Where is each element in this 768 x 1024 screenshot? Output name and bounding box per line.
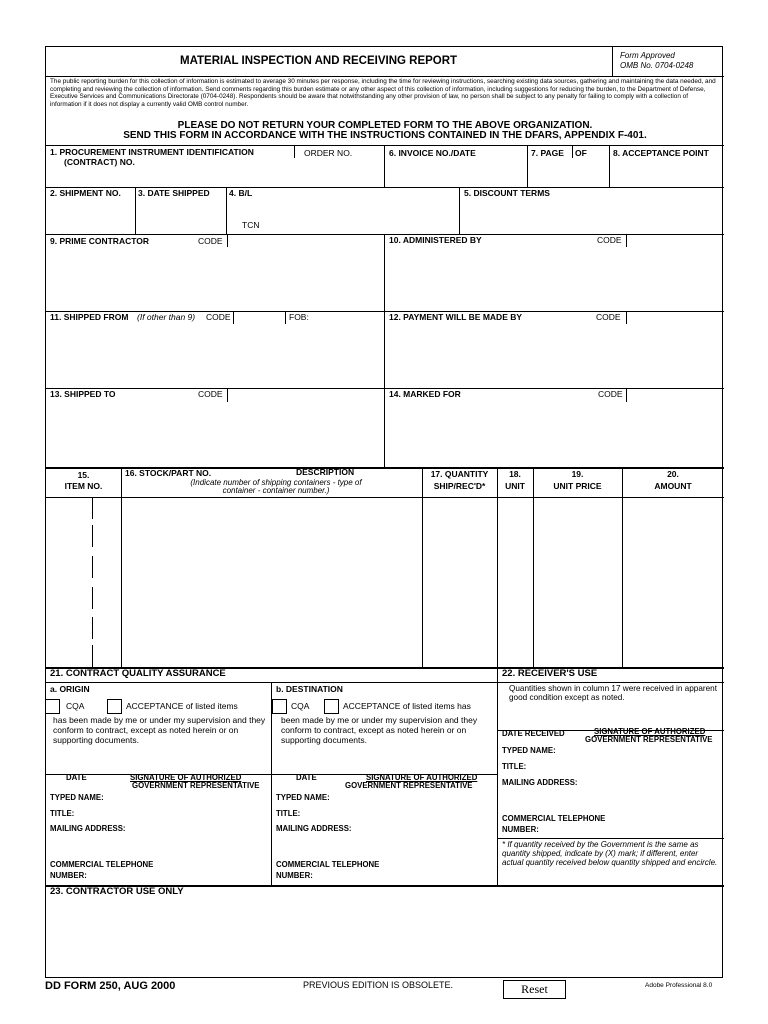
- divider: [384, 234, 385, 467]
- item-no-header-label: ITEM NO.: [64, 481, 103, 491]
- of-field[interactable]: [574, 159, 608, 185]
- order-no-field[interactable]: [296, 157, 382, 185]
- divider: [46, 145, 724, 146]
- origin-label: a. ORIGIN: [50, 684, 90, 694]
- divider: [609, 145, 610, 187]
- destination-label: b. DESTINATION: [276, 684, 343, 694]
- date-shipped-field[interactable]: [137, 200, 225, 232]
- phone-label: COMMERCIAL TELEPHONE: [50, 860, 154, 869]
- receiver-mailing-address-field[interactable]: [578, 777, 722, 811]
- divider: [294, 145, 295, 158]
- stock-part-header: 16. STOCK/PART NO.: [125, 468, 212, 478]
- unit-header: 18.: [509, 469, 521, 479]
- signature-label: SIGNATURE OF AUTHORIZED: [130, 773, 242, 782]
- of-label: OF: [575, 148, 587, 158]
- contractor-use-title: 23. CONTRACTOR USE ONLY: [50, 886, 184, 897]
- fob-field[interactable]: [310, 312, 382, 323]
- divider: [233, 311, 234, 324]
- bl-label: 4. B/L: [229, 188, 253, 198]
- administered-by-field[interactable]: [386, 248, 723, 309]
- prime-contractor-label: 9. PRIME CONTRACTOR: [50, 236, 150, 246]
- dd-form-250: [45, 46, 723, 978]
- code-label: CODE: [198, 236, 223, 246]
- reset-button[interactable]: Reset: [503, 980, 566, 999]
- payment-label: 12. PAYMENT WILL BE MADE BY: [389, 312, 523, 322]
- shipped-to-field[interactable]: [48, 403, 382, 465]
- tcn-label: TCN: [242, 220, 260, 230]
- unit-header-label: UNIT: [505, 481, 525, 491]
- page-field[interactable]: [529, 159, 569, 185]
- adobe-version: Adobe Professional 8.0: [645, 982, 713, 989]
- phone-label: NUMBER:: [50, 871, 87, 880]
- fob-label: FOB:: [289, 312, 309, 322]
- form-approved-label: Form Approved: [620, 51, 675, 60]
- destination-typed-name-field[interactable]: [334, 792, 494, 804]
- code-label: CODE: [598, 389, 623, 399]
- receiver-date-signature-field[interactable]: [499, 707, 723, 727]
- phone-label: NUMBER:: [502, 825, 539, 834]
- discount-terms-label: 5. DISCOUNT TERMS: [464, 188, 550, 198]
- divider: [626, 388, 627, 402]
- cqa-label: CQA: [66, 701, 85, 711]
- cqa-title: 21. CONTRACT QUALITY ASSURANCE: [50, 668, 226, 679]
- acceptance-point-field[interactable]: [611, 159, 723, 185]
- form-title: MATERIAL INSPECTION AND RECEIVING REPORT: [180, 55, 458, 67]
- code-label: CODE: [206, 312, 231, 322]
- item-no-header: 15.: [77, 470, 90, 480]
- phone-label: NUMBER:: [276, 871, 313, 880]
- divider: [285, 311, 286, 324]
- prime-contractor-code-field[interactable]: [229, 235, 383, 246]
- divider: [612, 47, 613, 76]
- signature-label: SIGNATURE OF AUTHORIZED: [594, 727, 706, 736]
- origin-acceptance-checkbox[interactable]: [107, 699, 122, 714]
- shipped-from-field[interactable]: [48, 325, 382, 386]
- shipment-no-field[interactable]: [48, 200, 134, 232]
- signature-label: SIGNATURE OF AUTHORIZED: [366, 773, 478, 782]
- shipped-from-note: (If other than 9): [137, 312, 196, 322]
- shipment-no-label: 2. SHIPMENT NO.: [50, 188, 121, 198]
- divider: [497, 838, 724, 839]
- shipped-to-label: 13. SHIPPED TO: [50, 389, 116, 399]
- mailing-address-label: MAILING ADDRESS:: [276, 824, 352, 833]
- signature-label: GOVERNMENT REPRESENTATIVE: [345, 781, 473, 790]
- stock-part-description-field[interactable]: [123, 499, 421, 665]
- divider: [46, 234, 724, 235]
- unit-price-header: 19.: [571, 469, 584, 479]
- origin-mailing-address-field[interactable]: [126, 823, 268, 859]
- divider: [459, 187, 460, 234]
- date-label: DATE: [296, 773, 317, 782]
- destination-date-signature-field[interactable]: [273, 753, 495, 773]
- form-number: DD FORM 250, AUG 2000: [45, 980, 176, 992]
- divider: [384, 145, 385, 187]
- invoice-field[interactable]: [386, 159, 526, 185]
- unit-field[interactable]: [499, 499, 532, 665]
- code-label: CODE: [198, 389, 223, 399]
- quantity-header-label: SHIP/REC'D*: [433, 481, 486, 491]
- quantity-header: 17. QUANTITY: [430, 469, 489, 479]
- signature-label: GOVERNMENT REPRESENTATIVE: [132, 781, 260, 790]
- origin-title-field[interactable]: [78, 808, 268, 820]
- receivers-use-title: 22. RECEIVER'S USE: [502, 668, 598, 679]
- page-label: 7. PAGE: [531, 148, 564, 158]
- divider: [135, 187, 136, 234]
- amount-header: 20.: [667, 469, 679, 479]
- contract-no-label: (CONTRACT) NO.: [64, 157, 135, 167]
- quantity-field[interactable]: [424, 499, 496, 665]
- previous-edition-note: PREVIOUS EDITION IS OBSOLETE.: [303, 980, 454, 990]
- phone-label: COMMERCIAL TELEPHONE: [276, 860, 380, 869]
- administered-by-code-field[interactable]: [628, 235, 723, 246]
- origin-cqa-checkbox[interactable]: [45, 699, 60, 714]
- destination-acceptance-checkbox[interactable]: [324, 699, 339, 714]
- receiver-title-field[interactable]: [530, 761, 722, 773]
- cqa-label: CQA: [291, 701, 310, 711]
- divider: [572, 145, 573, 158]
- payment-code-field[interactable]: [628, 312, 723, 323]
- discount-terms-field[interactable]: [461, 200, 723, 232]
- amount-field[interactable]: [624, 499, 723, 665]
- divider: [497, 682, 724, 683]
- bl-field[interactable]: [228, 200, 458, 218]
- invoice-label: 6. INVOICE NO./DATE: [389, 148, 476, 158]
- code-label: CODE: [596, 312, 621, 322]
- divider: [527, 145, 528, 187]
- typed-name-label: TYPED NAME:: [502, 746, 556, 755]
- destination-mailing-address-field[interactable]: [352, 823, 494, 859]
- date-shipped-label: 3. DATE SHIPPED: [138, 188, 210, 198]
- destination-title-field[interactable]: [304, 808, 494, 820]
- item-no-field[interactable]: [48, 499, 120, 665]
- destination-phone-field[interactable]: [314, 870, 494, 882]
- receivers-statement: Quantities shown in column 17 were received in apparent good condition except as noted.: [509, 684, 717, 703]
- divider: [226, 187, 227, 234]
- description-header: DESCRIPTION: [296, 467, 355, 477]
- contractor-use-field[interactable]: [48, 900, 722, 976]
- unit-price-header-label: UNIT PRICE: [553, 481, 602, 491]
- receiver-phone-field[interactable]: [542, 824, 722, 836]
- divider: [227, 234, 228, 247]
- typed-name-label: TYPED NAME:: [50, 793, 104, 802]
- destination-statement: been made by me or under my supervision and they conform to contract, except as noted herein or on supporting documents.: [281, 715, 478, 745]
- burden-statement: The public reporting burden for this collection of information is estimated to average 30 minutes per response, including the time for reviewing instructions, searching existing data sources, gathering and maintaining the data needed, and completing and reviewing the collection of information. Send comments regarding this burden estimate or any other aspect of this collection of information, including suggestions for reducing the burden, to the Department of Defense, Executive Services and Communications Directorate (0704-0248). Respondents should be aware that notwithstanding any other provision of law, no person shall be subject to any penalty for failing to comply with a collection of information if it does not display a currently valid OMB control number.: [50, 78, 716, 109]
- notice-line-1: PLEASE DO NOT RETURN YOUR COMPLETED FORM TO THE ABOVE ORGANIZATION.: [177, 120, 593, 131]
- title-label: TITLE:: [502, 762, 527, 771]
- origin-typed-name-field[interactable]: [108, 792, 268, 804]
- omb-number: OMB No. 0704-0248: [620, 61, 694, 70]
- receiver-footnote: * If quantity received by the Government is the same as quantity shipped, indicate by (X) mark; if different, enter actual quantity received below quantity shipped and encircle.: [502, 840, 718, 868]
- typed-name-label: TYPED NAME:: [276, 793, 330, 802]
- acceptance-label: ACCEPTANCE of listed items has: [343, 701, 471, 711]
- signature-label: GOVERNMENT REPRESENTATIVE: [585, 735, 713, 744]
- unit-price-field[interactable]: [535, 499, 621, 665]
- amount-header-label: AMOUNT: [654, 481, 692, 491]
- description-note: container - container number.): [222, 486, 330, 495]
- divider: [46, 497, 724, 498]
- title-label: TITLE:: [50, 809, 75, 818]
- acceptance-label: ACCEPTANCE of listed items: [126, 701, 238, 711]
- phone-label: COMMERCIAL TELEPHONE: [502, 814, 606, 823]
- receiver-typed-name-field[interactable]: [558, 745, 722, 757]
- procurement-label: 1. PROCUREMENT INSTRUMENT IDENTIFICATION: [50, 147, 254, 157]
- divider: [626, 311, 627, 324]
- notice-line-2: SEND THIS FORM IN ACCORDANCE WITH THE INSTRUCTIONS CONTAINED IN THE DFARS, APPENDIX F-401.: [123, 130, 647, 141]
- origin-date-signature-field[interactable]: [48, 753, 269, 773]
- title-label: TITLE:: [276, 809, 301, 818]
- payment-field[interactable]: [386, 325, 723, 386]
- order-no-label: ORDER NO.: [304, 148, 353, 158]
- divider: [626, 234, 627, 247]
- mailing-address-label: MAILING ADDRESS:: [50, 824, 126, 833]
- marked-for-code-field[interactable]: [628, 389, 723, 401]
- date-label: DATE: [66, 773, 87, 782]
- divider: [46, 76, 724, 77]
- marked-for-field[interactable]: [386, 403, 723, 465]
- prime-contractor-field[interactable]: [48, 248, 382, 309]
- shipped-to-code-field[interactable]: [229, 389, 383, 401]
- code-label: CODE: [597, 235, 622, 245]
- origin-phone-field[interactable]: [86, 870, 268, 882]
- shipped-from-label: 11. SHIPPED FROM: [50, 312, 129, 322]
- administered-by-label: 10. ADMINISTERED BY: [389, 235, 482, 245]
- marked-for-label: 14. MARKED FOR: [389, 389, 461, 399]
- date-received-label: DATE RECEIVED: [502, 729, 565, 738]
- destination-cqa-checkbox[interactable]: [272, 699, 287, 714]
- mailing-address-label: MAILING ADDRESS:: [502, 778, 578, 787]
- divider: [227, 388, 228, 402]
- shipped-from-code-field[interactable]: [235, 312, 284, 323]
- description-note: (Indicate number of shipping containers - type of: [190, 478, 362, 487]
- origin-statement: has been made by me or under my supervision and they conform to contract, except as noted herein or on supporting documents.: [53, 715, 266, 745]
- tcn-field[interactable]: [266, 219, 458, 233]
- divider: [497, 667, 498, 885]
- acceptance-point-label: 8. ACCEPTANCE POINT: [613, 148, 709, 158]
